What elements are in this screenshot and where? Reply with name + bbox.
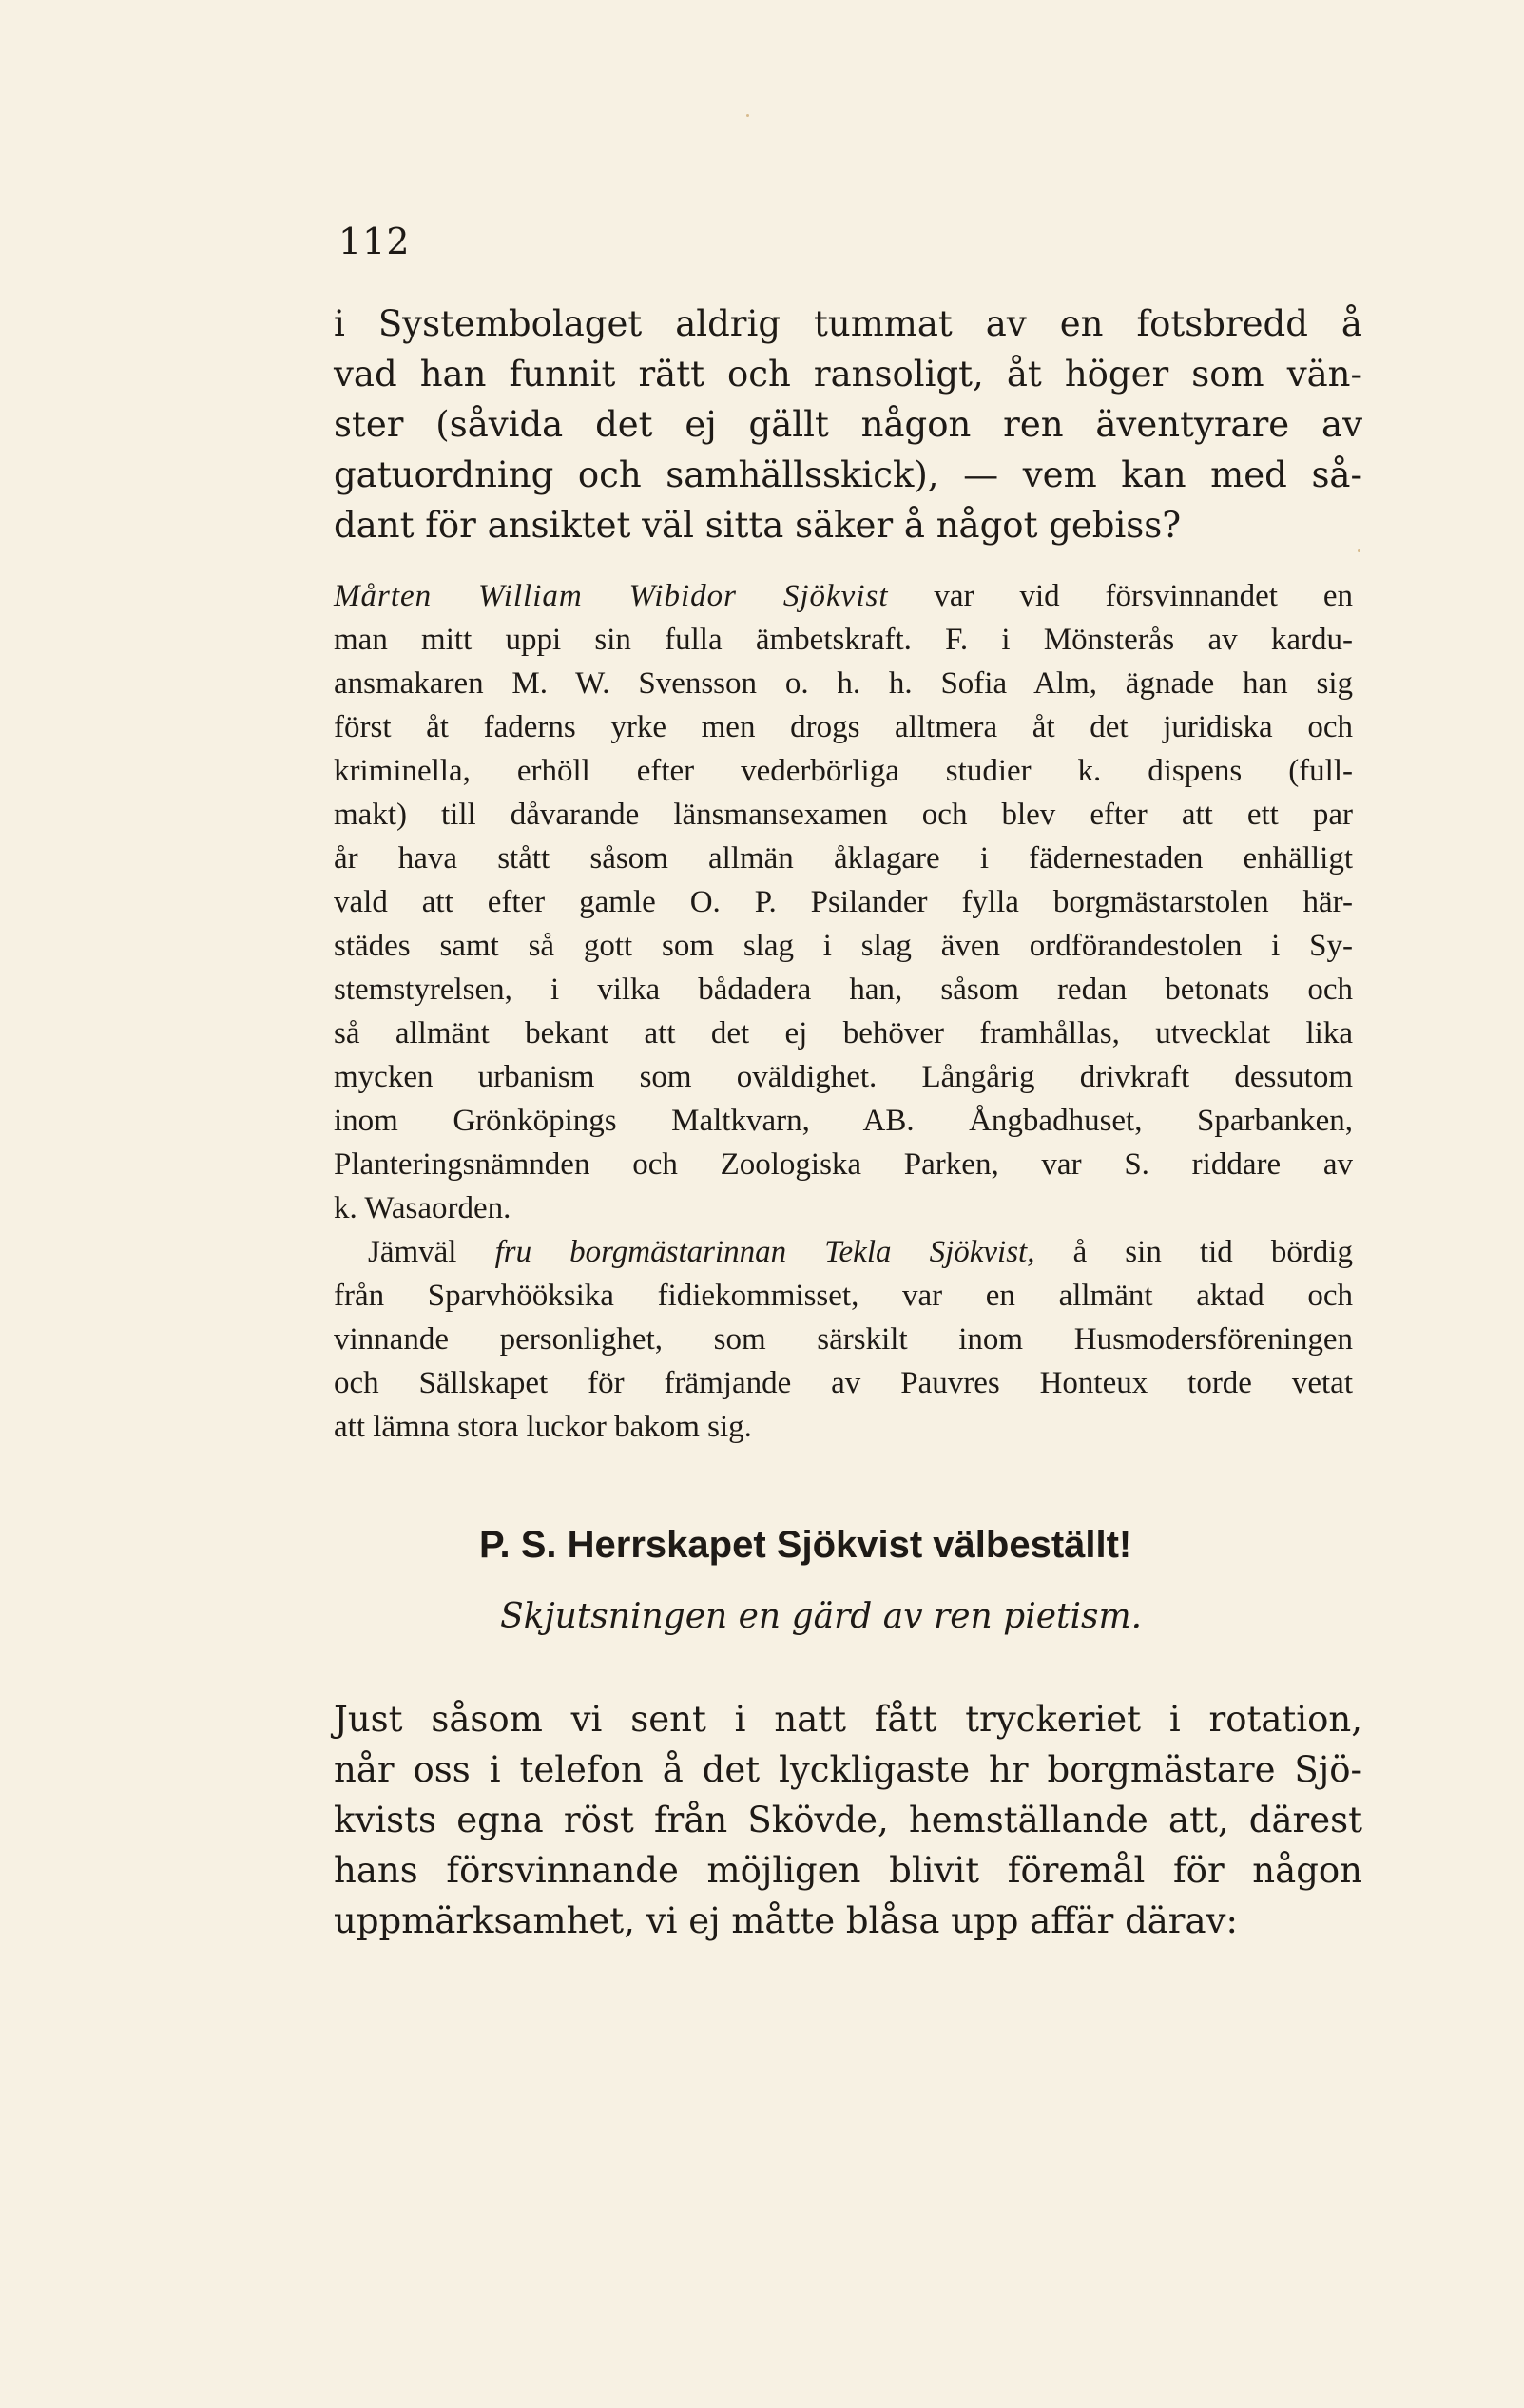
text-line: ster (såvida det ej gällt någon ren äventyrare av bbox=[334, 404, 1362, 445]
text-line: mycken urbanism som oväldighet. Långårig drivkraft dessutom bbox=[334, 1060, 1353, 1094]
top-paragraph bbox=[334, 299, 1362, 550]
text-fragment: var vid försvinnandet en bbox=[888, 579, 1354, 613]
news-subheadline: Skjutsningen en gärd av ren pietism. bbox=[500, 1597, 1143, 1636]
paper-speck bbox=[1358, 549, 1360, 552]
obituary-first-line bbox=[334, 574, 1353, 618]
text-line: hans försvinnande möjligen blivit föremål för någon bbox=[334, 1850, 1362, 1891]
text-line: man mitt uppi sin fulla ämbetskraft. F. i Mönsterås av kardu- bbox=[334, 623, 1353, 657]
text-line: vad han funnit rätt och ransoligt, åt höger som vän- bbox=[334, 354, 1362, 395]
text-line: gatuordning och samhällsskick), — vem kan med så- bbox=[334, 454, 1362, 495]
text-line: inom Grönköpings Maltkvarn, AB. Ångbadhuset, Sparbanken, bbox=[334, 1104, 1353, 1138]
paper-speck bbox=[746, 114, 749, 117]
text-line: når oss i telefon å det lyckligaste hr borgmästare Sjö- bbox=[334, 1749, 1362, 1790]
text-line: kvists egna röst från Skövde, hemställande att, därest bbox=[334, 1800, 1362, 1840]
text-line: städes samt så gott som slag i slag även ordförandestolen i Sy- bbox=[334, 929, 1353, 963]
text-line: i Systembolaget aldrig tummat av en fotsbredd å bbox=[334, 303, 1362, 344]
text-line: år hava stått såsom allmän åklagare i fädernestaden enhälligt bbox=[334, 841, 1353, 876]
text-line: stemstyrelsen, i vilka bådadera han, såsom redan betonats och bbox=[334, 973, 1353, 1007]
text-line: att lämna stora luckor bakom sig. bbox=[334, 1410, 752, 1444]
text-fragment: Jämväl bbox=[368, 1235, 495, 1269]
text-line: Planteringsnämnden och Zoologiska Parken, var S. riddare av bbox=[334, 1147, 1353, 1182]
text-line: och Sällskapet för främjande av Pauvres Honteux torde vetat bbox=[334, 1366, 1353, 1400]
text-line: ansmakaren M. W. Svensson o. h. h. Sofia Alm, ägnade han sig bbox=[334, 666, 1353, 701]
news-headline: P. S. Herrskapet Sjökvist välbeställt! bbox=[479, 1524, 1132, 1566]
obituary-section bbox=[334, 574, 1353, 1449]
text-line: vald att efter gamle O. P. Psilander fylla borgmästarstolen här- bbox=[334, 885, 1353, 919]
text-fragment: å sin tid bördig bbox=[1034, 1235, 1353, 1269]
text-line: k. Wasaorden. bbox=[334, 1191, 511, 1225]
text-line: uppmärksamhet, vi ej måtte blåsa upp affär därav: bbox=[334, 1900, 1238, 1941]
text-line: makt) till dåvarande länsmansexamen och blev efter att ett par bbox=[334, 798, 1353, 832]
deceased-name: Mårten William Wibidor Sjökvist bbox=[334, 579, 889, 613]
news-paragraph bbox=[334, 1694, 1362, 1946]
page-number: 112 bbox=[338, 221, 411, 262]
text-line: dant för ansiktet väl sitta säker å något gebiss? bbox=[334, 505, 1182, 546]
text-line: vinnande personlighet, som särskilt inom Husmodersföreningen bbox=[334, 1322, 1353, 1357]
spouse-name: fru borgmästarinnan Tekla Sjökvist, bbox=[494, 1235, 1035, 1269]
text-line: först åt faderns yrke men drogs alltmera åt det juridiska och bbox=[334, 710, 1353, 744]
text-line: Just såsom vi sent i natt fått tryckeriet i rotation, bbox=[334, 1699, 1362, 1740]
text-line: kriminella, erhöll efter vederbörliga studier k. dispens (full- bbox=[334, 754, 1353, 788]
text-line: så allmänt bekant att det ej behöver framhållas, utvecklat lika bbox=[334, 1016, 1353, 1050]
obituary-second-para-first-line bbox=[334, 1230, 1353, 1274]
text-line: från Sparvhööksika fidiekommisset, var en allmänt aktad och bbox=[334, 1279, 1353, 1313]
